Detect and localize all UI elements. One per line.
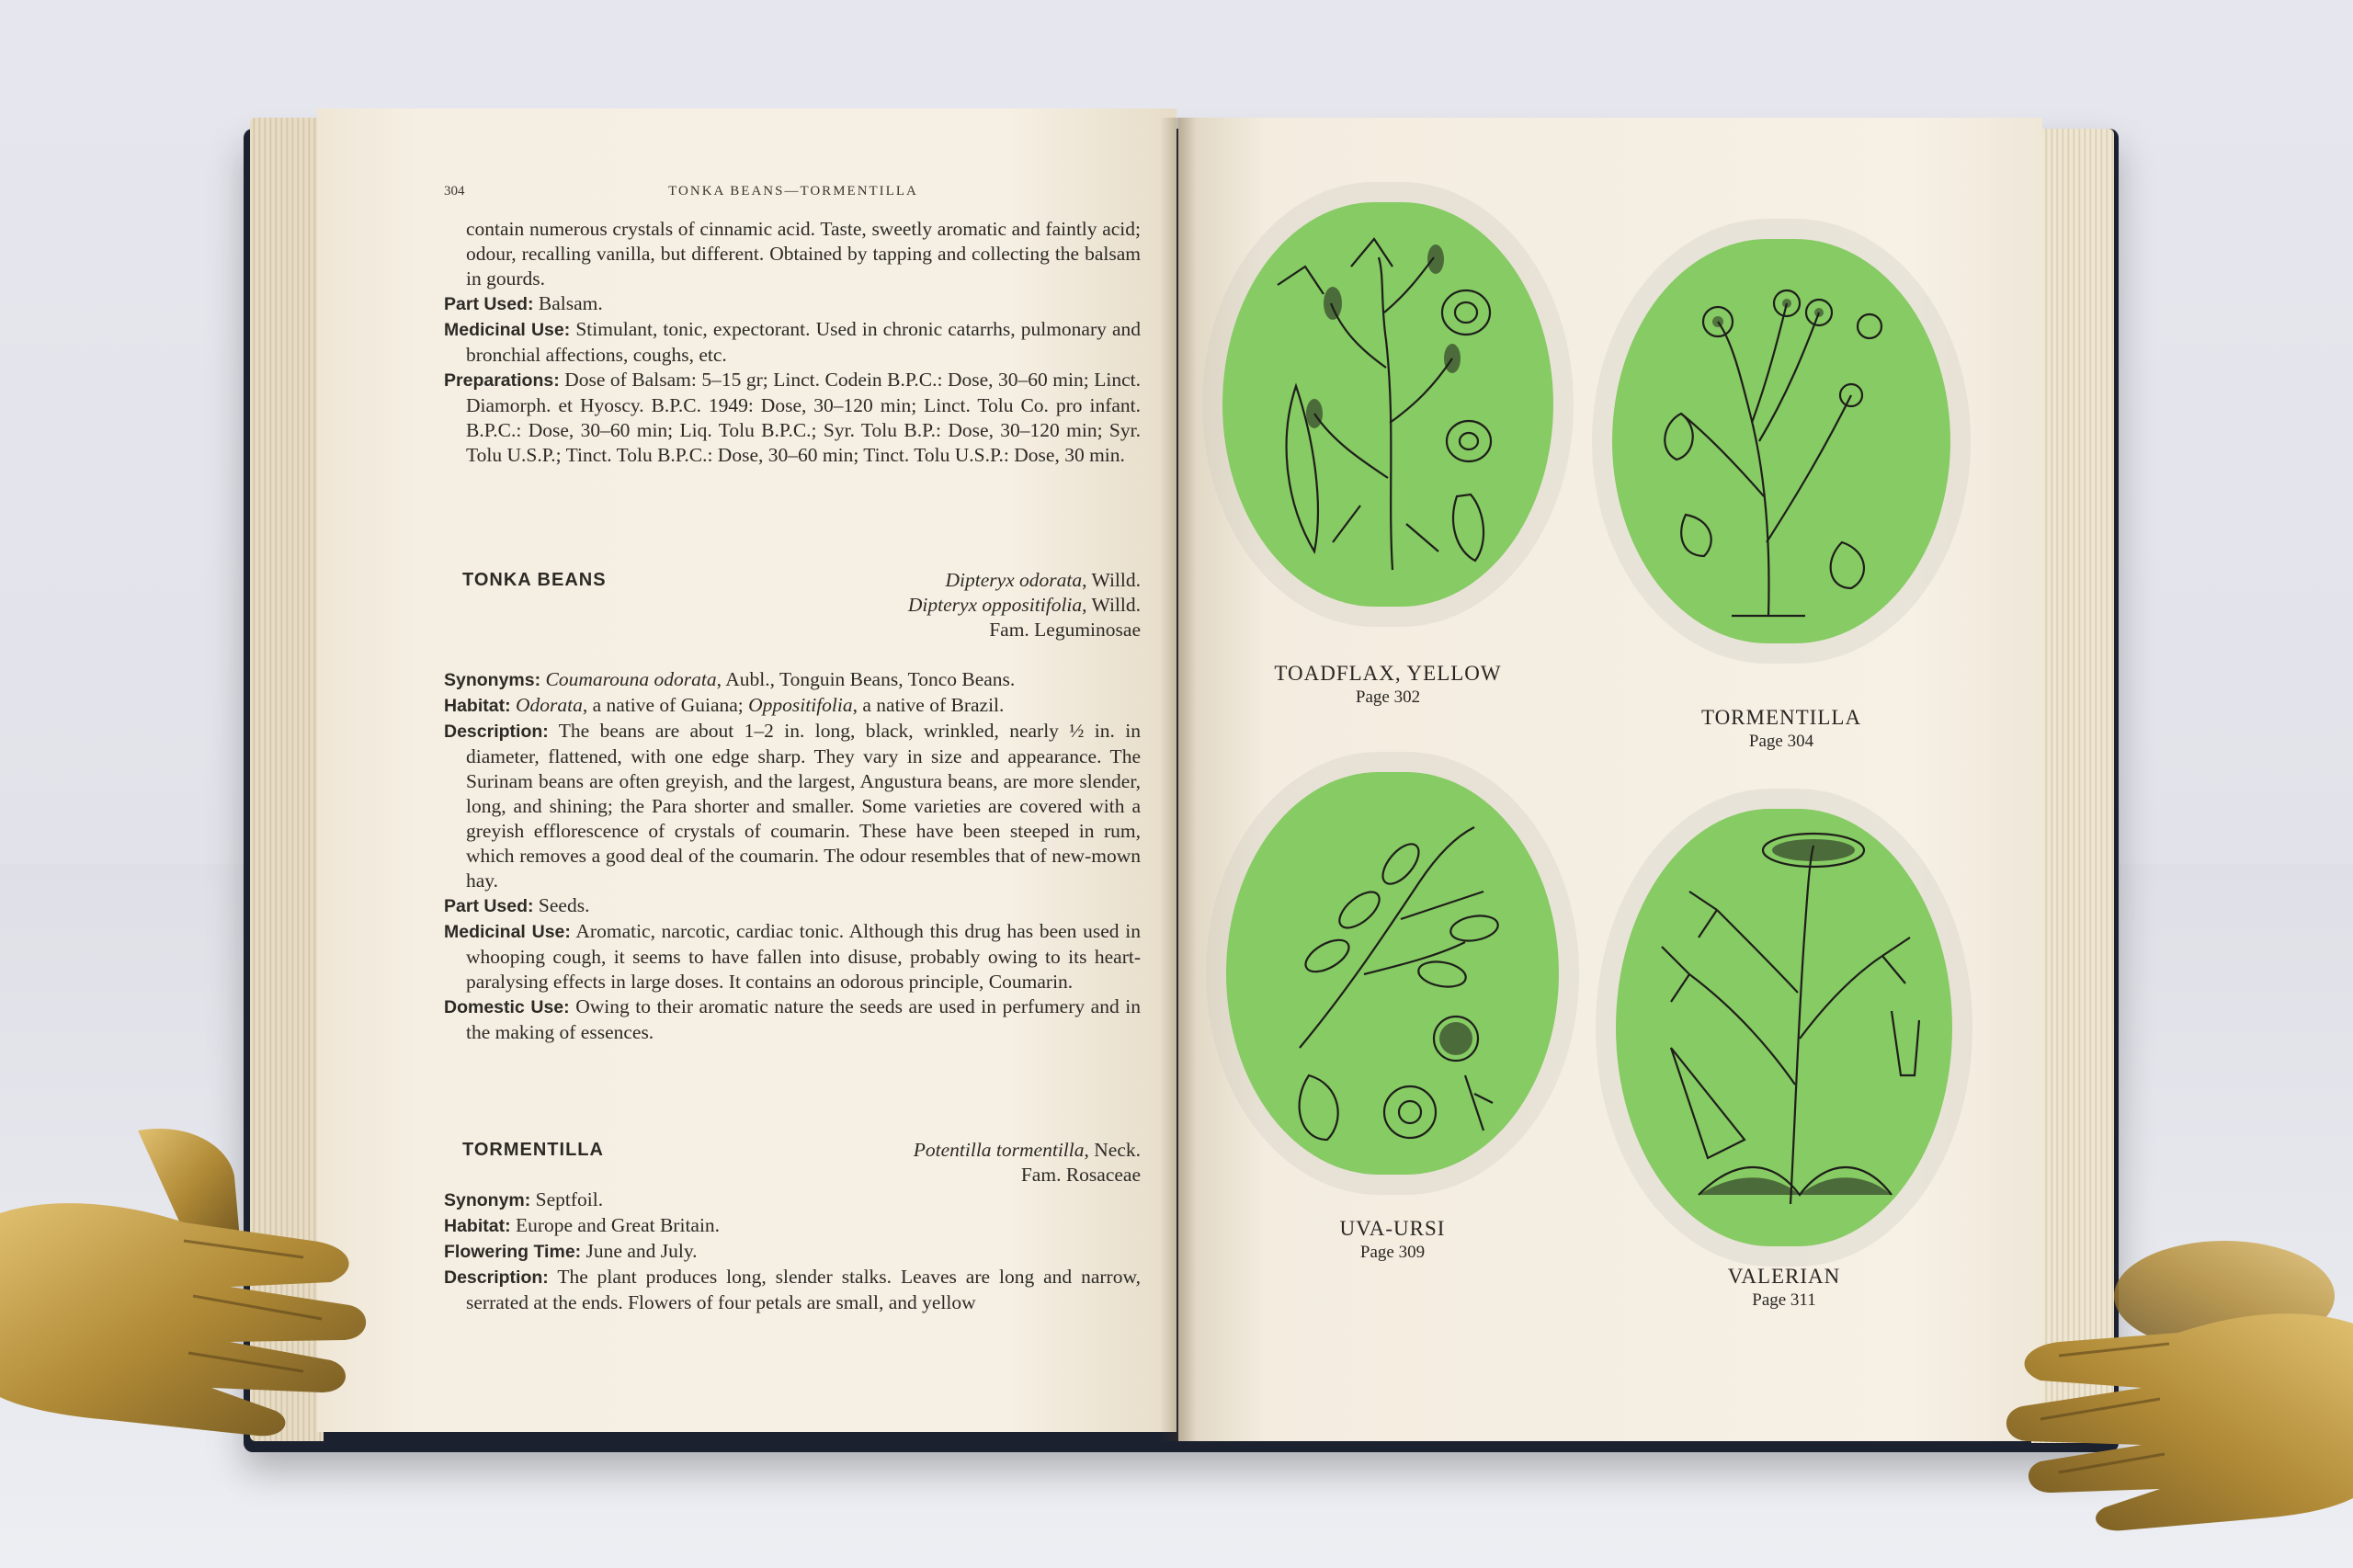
medicinal-label: Medicinal Use: xyxy=(444,320,571,340)
plate-name: TOADFLAX, YELLOW xyxy=(1274,662,1502,685)
plate-page: Page 304 xyxy=(1748,732,1814,751)
page-number: 304 xyxy=(444,184,465,199)
balsam-continuation xyxy=(444,217,1141,468)
plate-page: Page 311 xyxy=(1752,1290,1816,1310)
tonka-botanical-2: Dipteryx oppositifolia xyxy=(907,594,1083,616)
synonyms-rest: , Aubl., Tonguin Beans, Tonco Beans. xyxy=(716,668,1016,690)
flowering-para xyxy=(444,1239,1141,1265)
torm-description-para xyxy=(444,1265,1141,1315)
part-used-value: Balsam. xyxy=(538,292,603,314)
left-page xyxy=(317,108,1176,1432)
tormentilla-botanical-name: Potentilla tormentilla xyxy=(913,1139,1085,1161)
synonym-para xyxy=(444,1187,1141,1213)
brass-hand-left xyxy=(0,1112,386,1443)
plate-valerian xyxy=(1616,809,1952,1246)
flowering-value: June and July. xyxy=(585,1240,698,1262)
tonka-medicinal-para xyxy=(444,919,1141,994)
tonka-author-1: , Willd. xyxy=(1082,569,1141,591)
torm-description-value: The plant produces long, slender stalks. Leaves are long and narrow, serrated at the ends. Flowers of four petals are small, and yellow xyxy=(466,1266,1141,1313)
plate-uva-ursi xyxy=(1226,772,1559,1175)
plate-toadflax xyxy=(1222,202,1553,607)
part-used-para xyxy=(444,291,1141,317)
tonka-botanical xyxy=(908,568,1141,642)
tormentilla-body xyxy=(444,1187,1141,1315)
book-gutter xyxy=(1160,118,1197,1441)
tormentilla-family: Fam. Rosaceae xyxy=(1020,1164,1141,1186)
flowering-label: Flowering Time: xyxy=(444,1242,582,1262)
torm-habitat-label: Habitat: xyxy=(444,1216,511,1236)
habitat-italic-1: Odorata xyxy=(515,694,583,716)
torm-habitat-para xyxy=(444,1213,1141,1239)
right-page xyxy=(1178,118,2042,1441)
plate-name: VALERIAN xyxy=(1727,1265,1841,1288)
domestic-para xyxy=(444,994,1141,1045)
tormentilla-name: TORMENTILLA xyxy=(462,1140,604,1160)
tonka-part-used-value: Seeds. xyxy=(538,894,590,916)
description-para xyxy=(444,719,1141,893)
habitat-label: Habitat: xyxy=(444,696,511,716)
habitat-para xyxy=(444,693,1141,719)
description-label: Description: xyxy=(444,722,549,742)
synonyms-label: Synonyms: xyxy=(444,670,541,690)
torm-habitat-value: Europe and Great Britain. xyxy=(515,1214,721,1236)
valerian-illustration xyxy=(1616,809,1952,1246)
caption-uva-ursi xyxy=(1226,1217,1559,1263)
tonka-part-used-label: Part Used: xyxy=(444,896,534,916)
habitat-italic-2: Oppositifolia xyxy=(748,694,853,716)
domestic-label: Domestic Use: xyxy=(444,997,570,1017)
domestic-value: Owing to their aromatic nature the seeds are used in perfumery and in the making of essences. xyxy=(466,995,1142,1043)
synonyms-para xyxy=(444,667,1141,693)
preparations-label: Preparations: xyxy=(444,370,560,391)
tonka-name: TONKA BEANS xyxy=(462,570,607,590)
tormentilla-botanical xyxy=(914,1138,1141,1187)
part-used-label: Part Used: xyxy=(444,294,534,314)
caption-tormentilla xyxy=(1612,706,1950,752)
medicinal-para xyxy=(444,317,1141,368)
caption-valerian xyxy=(1616,1265,1952,1311)
preparations-value: Dose of Balsam: 5–15 gr; Linct. Codein B.P.C.: Dose, 30–60 min; Linct. Diamorph. et Hyoscy. B.P.C. 1949: Dose, 30–120 min; Linct. Tolu Co. pro infant. B.P.C.: Dose, 30–60 min; Liq. Tolu B.P.C.; Syr. Tolu B.P.: Dose, 30–120 min; Syr. Tolu U.S.P.; Tinct. Tolu B.P.C.: Dose, 30–60 min; Tinct. Tolu U.S.P.: Dose, 30 min. xyxy=(466,369,1141,466)
toadflax-illustration xyxy=(1222,202,1553,607)
synonym-value: Septfoil. xyxy=(535,1188,604,1210)
uva-ursi-illustration xyxy=(1226,772,1559,1175)
description-value: The beans are about 1–2 in. long, black, wrinkled, nearly ½ in. in diameter, flattened, with one edge sharp. They vary in size and appearance. The Surinam beans are often greyish, and the largest, Angustura beans, are more slender, long, and shining; the Para shorter and smaller. Some varieties are covered with a greyish efflorescence of crystals of coumarin. These have been steeped in rum, which removes a good deal of the coumarin. The odour resembles that of new-mown hay. xyxy=(466,720,1141,892)
plate-page: Page 302 xyxy=(1355,687,1421,707)
synonym-label: Synonym: xyxy=(444,1190,531,1210)
tonka-medicinal-value: Aromatic, narcotic, cardiac tonic. Although this drug has been used in whooping cough, it seems to have fallen into disuse, probably owing to its heart-paralysing effects in large doses. It contains an odorous principle, Coumarin. xyxy=(466,920,1141,993)
tonka-medicinal-label: Medicinal Use: xyxy=(444,922,571,942)
tonka-author-2: , Willd. xyxy=(1082,594,1141,616)
synonyms-italic: Coumarouna odorata xyxy=(545,668,717,690)
continuation-text: contain numerous crystals of cinnamic acid. Taste, sweetly aromatic and faintly acid; odour, recalling vanilla, but different. Obtained by tapping and collecting the balsam in gourds. xyxy=(466,218,1141,290)
plate-name: UVA-URSI xyxy=(1339,1217,1446,1240)
plate-name: TORMENTILLA xyxy=(1700,706,1862,729)
preparations-para xyxy=(444,368,1141,468)
torm-description-label: Description: xyxy=(444,1267,549,1288)
tonka-botanical-1: Dipteryx odorata xyxy=(945,569,1083,591)
tonka-family: Fam. Leguminosae xyxy=(989,619,1141,641)
tonka-part-used-para xyxy=(444,893,1141,919)
habitat-text-1: , a native of Guiana; xyxy=(582,694,749,716)
running-title: TONKA BEANS—TORMENTILLA xyxy=(668,184,918,199)
tonka-body xyxy=(444,667,1141,1045)
plate-page: Page 309 xyxy=(1359,1243,1426,1262)
caption-toadflax xyxy=(1222,662,1553,708)
habitat-text-2: , a native of Brazil. xyxy=(852,694,1005,716)
tormentilla-illustration xyxy=(1612,239,1950,643)
medicinal-value: Stimulant, tonic, expectorant. Used in chronic catarrhs, pulmonary and bronchial affections, coughs, etc. xyxy=(466,318,1141,366)
tormentilla-author: , Neck. xyxy=(1084,1139,1141,1161)
plate-tormentilla xyxy=(1612,239,1950,643)
brass-hand-right xyxy=(1985,1186,2353,1535)
